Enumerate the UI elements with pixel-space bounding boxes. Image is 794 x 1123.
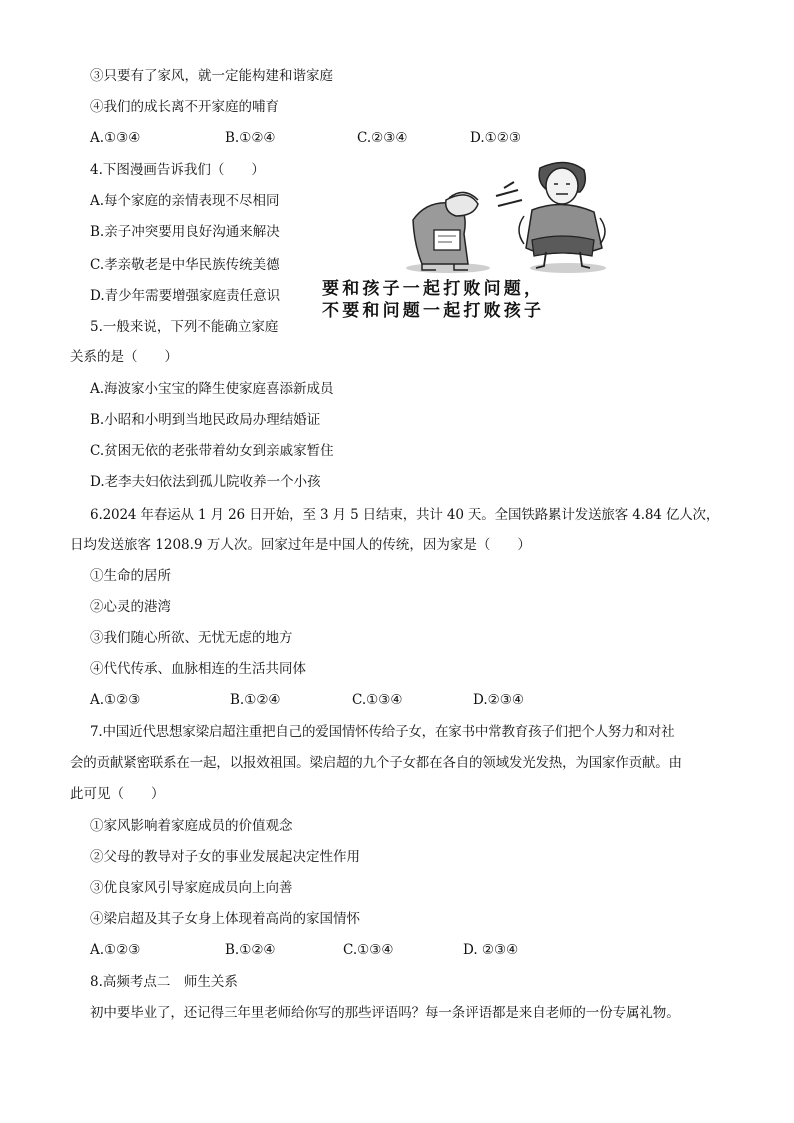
q8-body: 初中要毕业了，还记得三年里老师给你写的那些评语吗？每一条评语都是来自老师的一份专属礼物。 <box>90 1005 680 1021</box>
q6-options <box>90 691 590 709</box>
q5-stem-line-1: 5.一般来说，下列不能确立家庭 <box>90 319 279 335</box>
child-figure <box>413 192 478 270</box>
q3-statement-4: ④我们的成长离不开家庭的哺育 <box>90 99 279 115</box>
q8-stem: 8.高频考点二 师生关系 <box>90 974 238 990</box>
q6-option-c: C.①③④ <box>352 692 403 708</box>
q4-option-d: D.青少年需要增强家庭责任意识 <box>90 288 281 304</box>
q4-option-b: B.亲子冲突要用良好沟通来解决 <box>90 224 280 240</box>
q3-option-a: A.①③④ <box>90 130 141 146</box>
q7-option-a: A.①②③ <box>90 942 141 958</box>
q6-option-a: A.①②③ <box>90 692 141 708</box>
q7-option-b: B.①②④ <box>225 942 276 958</box>
q7-stem-line-2: 会的贡献紧密联系在一起，以报效祖国。梁启超的九个子女都在各自的领域发光发热，为国家作贡献。由 <box>70 755 682 771</box>
q6-option-b: B.①②④ <box>230 692 281 708</box>
q3-statement-3: ③只要有了家风，就一定能构建和谐家庭 <box>90 68 333 84</box>
parent-figure <box>519 162 605 268</box>
q6-option-d: D.②③④ <box>473 692 524 708</box>
q3-option-c: C.②③④ <box>357 130 408 146</box>
q7-options <box>90 941 590 959</box>
q6-stem-line-2: 日均发送旅客 1208.9 万人次。回家过年是中国人的传统，因为家是（ ） <box>70 537 531 553</box>
q7-option-d: D. ②③④ <box>463 942 519 958</box>
q7-stem-line-3: 此可见（ ） <box>70 786 165 802</box>
cartoon-caption-line-2: 不要和问题一起打败孩子 <box>322 301 545 321</box>
q7-statement-2: ②父母的教导对子女的事业发展起决定性作用 <box>90 849 360 865</box>
q7-statement-3: ③优良家风引导家庭成员向上向善 <box>90 880 293 896</box>
q7-stem-line-1: 7.中国近代思想家梁启超注重把自己的爱国情怀传给子女，在家书中常教育孩子们把个人努力和对社 <box>90 724 675 740</box>
q3-option-d: D.①②③ <box>470 130 521 146</box>
q6-stem-line-1: 6.2024 年春运从 1 月 26 日开始，至 3 月 5 日结束，共计 40 天。全国铁路累计发送旅客 4.84 亿人次， <box>90 507 720 523</box>
q6-statement-3: ③我们随心所欲、无忧无虑的地方 <box>90 630 293 646</box>
q5-option-c: C.贫困无依的老张带着幼女到亲戚家暂住 <box>90 443 334 459</box>
q5-option-d: D.老李夫妇依法到孤儿院收养一个小孩 <box>90 474 321 490</box>
q7-statement-4: ④梁启超及其子女身上体现着高尚的家国情怀 <box>90 911 360 927</box>
q4-option-a: A.每个家庭的亲情表现不尽相同 <box>90 193 280 209</box>
q6-statement-2: ②心灵的港湾 <box>90 599 171 615</box>
shouting-lines <box>496 182 522 206</box>
q5-option-a: A.海波家小宝宝的降生使家庭喜添新成员 <box>90 381 334 397</box>
q5-option-b: B.小昭和小明到当地民政局办理结婚证 <box>90 412 321 428</box>
q5-stem-line-2: 关系的是（ ） <box>70 349 178 365</box>
q3-options <box>90 129 590 147</box>
q4-option-c: C.孝亲敬老是中华民族传统美德 <box>90 257 280 273</box>
cartoon-caption-line-1: 要和孩子一起打败问题， <box>322 279 545 299</box>
q6-statement-4: ④代代传承、血脉相连的生活共同体 <box>90 661 306 677</box>
q4-stem: 4.下图漫画告诉我们（ ） <box>90 162 265 178</box>
q7-statement-1: ①家风影响着家庭成员的价值观念 <box>90 818 293 834</box>
q7-option-c: C.①③④ <box>343 942 394 958</box>
q3-option-b: B.①②④ <box>225 130 276 146</box>
q6-statement-1: ①生命的居所 <box>90 568 171 584</box>
